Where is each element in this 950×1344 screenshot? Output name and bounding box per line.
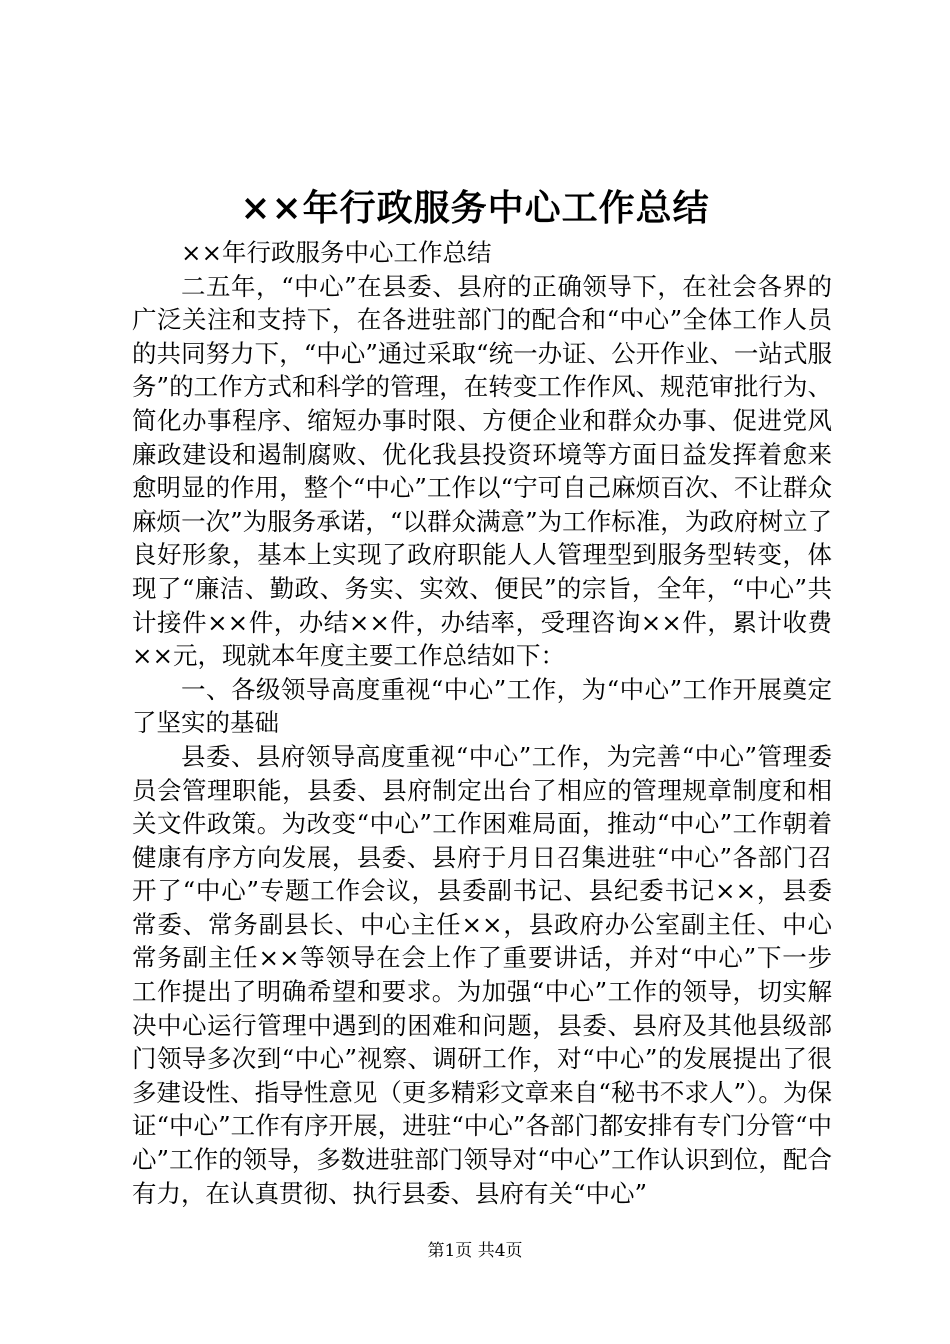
section-heading: 一、各级领导高度重视“中心”工作，为“中心”工作开展奠定了坚实的基础 xyxy=(132,674,832,738)
document-body xyxy=(132,236,832,1210)
intro-paragraph: 二五年，“中心”在县委、县府的正确领导下，在社会各界的广泛关注和支持下，在各进驻部门的配合和“中心”全体工作人员的共同努力下，“中心”通过采取“统一办证、公开作业、一站式服务”的工作方式和科学的管理，在转变工作作风、规范审批行为、简化办事程序、缩短办事时限、方便企业和群众办事、促进党风廉政建设和遏制腐败、优化我县投资环境等方面日益发挥着愈来愈明显的作用，整个“中心”工作以“宁可自己麻烦百次、不让群众麻烦一次”为服务承诺，“以群众满意”为工作标准，为政府树立了良好形象，基本上实现了政府职能人人管理型到服务型转变，体现了“廉洁、勤政、务实、实效、便民”的宗旨，全年，“中心”共计接件××件，办结××件，办结率，受理咨询××件，累计收费××元，现就本年度主要工作总结如下： xyxy=(132,271,832,671)
subtitle-paragraph: ××年行政服务中心工作总结 xyxy=(181,238,492,267)
document-title: ××年行政服务中心工作总结 xyxy=(240,187,710,229)
page-footer: 第1页 共4页 xyxy=(427,1241,523,1261)
section-paragraph: 县委、县府领导高度重视“中心”工作，为完善“中心”管理委员会管理职能，县委、县府制定出台了相应的管理规章制度和相关文件政策。为改变“中心”工作困难局面，推动“中心”工作朝着健康有序方向发展，县委、县府于月日召集进驻“中心”各部门召开了“中心”专题工作会议，县委副书记、县纪委书记××，县委常委、常务副县长、中心主任××，县政府办公室副主任、中心常务副主任××等领导在会上作了重要讲话，并对“中心”下一步工作提出了明确希望和要求。为加强“中心”工作的领导，切实解决中心运行管理中遇到的困难和问题，县委、县府及其他县级部门领导多次到“中心”视察、调研工作，对“中心”的发展提出了很多建设性、指导性意见（更多精彩文章来自“秘书不求人”）。为保证“中心”工作有序开展，进驻“中心”各部门都安排有专门分管“中心”工作的领导，多数进驻部门领导对“中心”工作认识到位，配合有力，在认真贯彻、执行县委、县府有关“中心” xyxy=(132,741,832,1208)
